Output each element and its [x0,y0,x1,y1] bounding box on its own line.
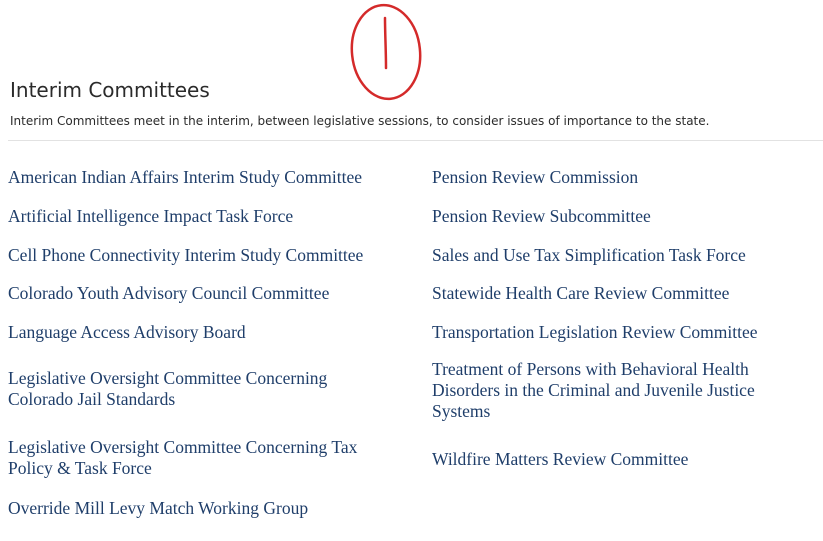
list-item [432,235,746,275]
list-item [8,312,246,352]
divider [8,140,823,141]
committee-link[interactable]: Sales and Use Tax Simplification Task Force [432,244,746,265]
committee-link[interactable]: Legislative Oversight Committee Concerning Tax Policy & Task Force [8,437,358,478]
committee-link[interactable]: Treatment of Persons with Behavioral Health Disorders in the Criminal and Juvenile Justice Systems [432,358,755,421]
committee-link[interactable]: Pension Review Subcommittee [432,205,651,226]
committee-link[interactable]: Wildfire Matters Review Committee [432,448,689,469]
committee-link[interactable]: American Indian Affairs Interim Study Committee [8,166,362,187]
list-item [8,235,363,275]
list-item [8,365,388,413]
committee-link[interactable]: Override Mill Levy Match Working Group [8,497,309,518]
section-description: Interim Committees meet in the interim, between legislative sessions, to consider issues of importance to the state. [10,114,710,128]
list-item [8,488,308,528]
list-item [432,273,729,313]
section-title: Interim Committees [10,78,210,102]
list-item [8,196,293,236]
list-item [8,434,403,482]
list-item [8,157,362,197]
committee-link[interactable]: Artificial Intelligence Impact Task Force [8,205,294,226]
red-circle-annotation [348,0,428,104]
committee-link[interactable]: Cell Phone Connectivity Interim Study Committee [8,244,364,265]
committee-link[interactable]: Language Access Advisory Board [8,321,246,342]
committee-link[interactable]: Pension Review Commission [432,166,639,187]
committee-link[interactable]: Colorado Youth Advisory Council Committee [8,282,330,303]
list-item [432,312,758,352]
list-item [8,273,329,313]
list-item [432,157,638,197]
committee-link[interactable]: Transportation Legislation Review Committee [432,321,758,342]
committee-link[interactable]: Statewide Health Care Review Committee [432,282,730,303]
list-item [432,196,651,236]
committee-link[interactable]: Legislative Oversight Committee Concerning Colorado Jail Standards [8,368,328,409]
list-item [432,357,802,423]
list-item [432,439,688,479]
